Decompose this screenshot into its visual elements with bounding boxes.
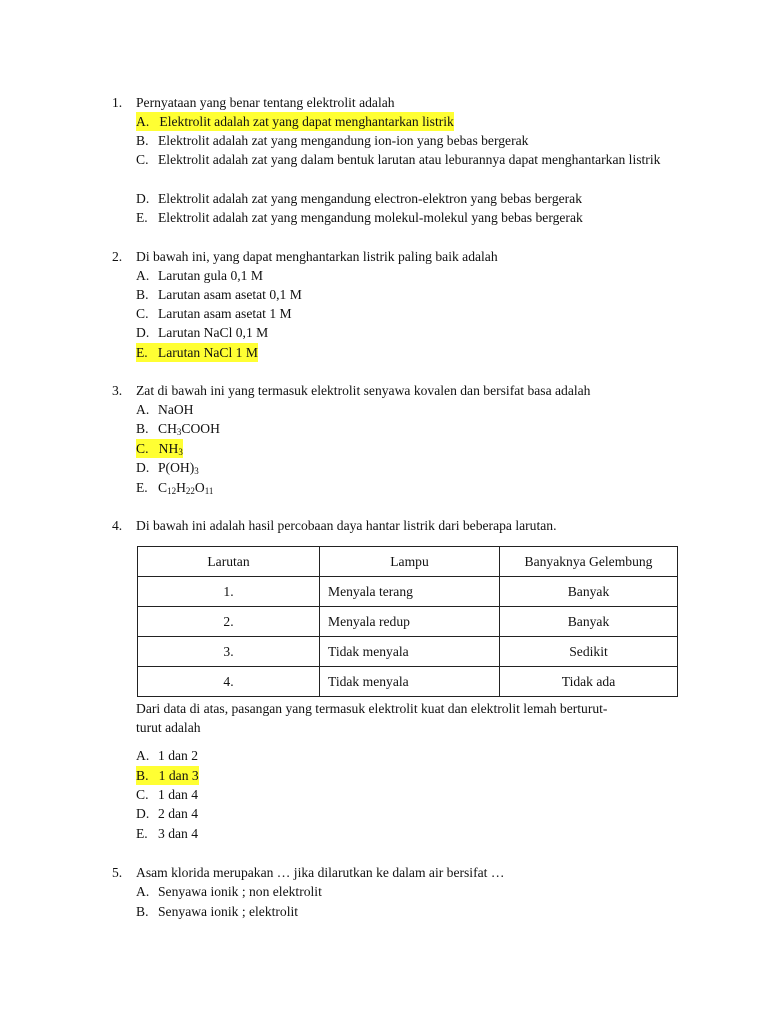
option-letter: E. — [136, 480, 148, 495]
option-letter: B. — [136, 768, 149, 783]
option-text: Larutan asam asetat 0,1 M — [158, 287, 302, 302]
option-text: Larutan NaCl 1 M — [157, 345, 258, 360]
option-text: 1 dan 2 — [158, 748, 199, 763]
option-e — [136, 343, 696, 362]
table-header: Lampu — [320, 547, 500, 577]
option-letter: A. — [136, 748, 150, 763]
question-number: 5. — [112, 865, 123, 880]
question-number: 2. — [112, 249, 123, 264]
question-text: Pernyataan yang benar tentang elektrolit adalah — [136, 95, 395, 110]
option-text — [158, 458, 199, 477]
formula-subscript: 3 — [178, 447, 183, 457]
formula-subscript: 12 — [167, 486, 177, 496]
question-number: 3. — [112, 383, 123, 398]
table-cell: Menyala redup — [320, 607, 500, 637]
formula-part: O — [194, 480, 205, 495]
option-a — [136, 112, 696, 131]
option-text: 3 dan 4 — [158, 826, 199, 841]
question-text: Di bawah ini adalah hasil percobaan daya hantar listrik dari beberapa larutan. — [136, 518, 557, 533]
option-letter: B. — [136, 421, 149, 436]
table-cell: 1. — [138, 577, 320, 607]
formula-part: C — [158, 480, 168, 495]
table-cell: 3. — [138, 637, 320, 667]
question-text: Asam klorida merupakan … jika dilarutkan ke dalam air bersifat … — [136, 865, 505, 880]
option-letter: D. — [136, 460, 150, 475]
option-text: Elektrolit adalah zat yang mengandung ion-ion yang bebas bergerak — [158, 133, 529, 148]
option-text: 2 dan 4 — [158, 806, 199, 821]
option-letter: C. — [136, 306, 149, 321]
formula-part: CH — [158, 421, 177, 436]
option-text — [158, 419, 220, 438]
option-letter: B. — [136, 133, 149, 148]
option-text: Senyawa ionik ; elektrolit — [158, 904, 299, 919]
option-text: 1 dan 3 — [158, 768, 199, 783]
option-text: Elektrolit adalah zat yang dalam bentuk larutan atau leburannya dapat menghantarkan listrik — [158, 152, 661, 167]
table-cell: Tidak menyala — [320, 667, 500, 697]
option-text: NaOH — [158, 402, 194, 417]
table-header: Banyaknya Gelembung — [500, 547, 678, 577]
table-row — [138, 637, 678, 667]
table-header: Larutan — [138, 547, 320, 577]
formula-part: P(OH) — [158, 460, 195, 475]
table-cell: Banyak — [500, 607, 678, 637]
table-cell: Menyala terang — [320, 577, 500, 607]
table-cell: 2. — [138, 607, 320, 637]
formula-subscript: 3 — [194, 466, 199, 476]
question-number: 1. — [112, 95, 123, 110]
answer-highlight — [136, 112, 454, 131]
option-text: Larutan NaCl 0,1 M — [158, 325, 269, 340]
option-letter: D. — [136, 191, 150, 206]
option-letter: E. — [136, 345, 148, 360]
table-row — [138, 577, 678, 607]
formula-part: COOH — [181, 421, 220, 436]
option-letter: A. — [136, 402, 150, 417]
option-letter: A. — [136, 114, 150, 129]
option-text: Senyawa ionik ; non elektrolit — [158, 884, 322, 899]
option-text: Elektrolit adalah zat yang dapat menghantarkan listrik — [159, 114, 454, 129]
answer-highlight — [136, 439, 183, 458]
option-letter: B. — [136, 287, 149, 302]
option-letter: D. — [136, 806, 150, 821]
table-cell: Tidak menyala — [320, 637, 500, 667]
option-letter: C. — [136, 441, 149, 456]
option-letter: C. — [136, 787, 149, 802]
option-letter: C. — [136, 152, 149, 167]
option-letter: D. — [136, 325, 150, 340]
table-cell: 4. — [138, 667, 320, 697]
option-b — [136, 766, 696, 785]
table-cell: Banyak — [500, 577, 678, 607]
results-table — [137, 546, 678, 697]
table-cell: Tidak ada — [500, 667, 678, 697]
table-header-row — [138, 547, 678, 577]
formula-part: H — [176, 480, 186, 495]
followup-line: turut adalah — [136, 720, 201, 735]
option-text: Elektrolit adalah zat yang mengandung electron-elektron yang bebas bergerak — [158, 191, 583, 206]
question-followup — [136, 699, 676, 737]
question-text: Di bawah ini, yang dapat menghantarkan listrik paling baik adalah — [136, 249, 498, 264]
formula-subscript: 3 — [176, 427, 182, 437]
option-letter: A. — [136, 268, 150, 283]
formula-subscript: 22 — [185, 486, 195, 496]
option-letter: E. — [136, 210, 148, 225]
option-text: Larutan gula 0,1 M — [158, 268, 263, 283]
table-cell: Sedikit — [500, 637, 678, 667]
option-letter: A. — [136, 884, 150, 899]
followup-line: Dari data di atas, pasangan yang termasuk elektrolit kuat dan elektrolit lemah berturut- — [136, 701, 608, 716]
option-text — [158, 478, 213, 497]
answer-highlight — [136, 766, 199, 785]
question-number: 4. — [112, 518, 123, 533]
question-text: Zat di bawah ini yang termasuk elektrolit senyawa kovalen dan bersifat basa adalah — [136, 383, 591, 398]
option-text: 1 dan 4 — [158, 787, 199, 802]
table-row — [138, 607, 678, 637]
option-text: Elektrolit adalah zat yang mengandung molekul-molekul yang bebas bergerak — [158, 210, 583, 225]
answer-highlight — [136, 343, 258, 362]
formula-subscript: 11 — [204, 486, 214, 496]
option-text: Larutan asam asetat 1 M — [158, 306, 292, 321]
table-row — [138, 667, 678, 697]
option-letter: B. — [136, 904, 149, 919]
option-letter: E. — [136, 826, 148, 841]
formula-part: NH — [158, 441, 179, 456]
option-c — [136, 439, 696, 458]
